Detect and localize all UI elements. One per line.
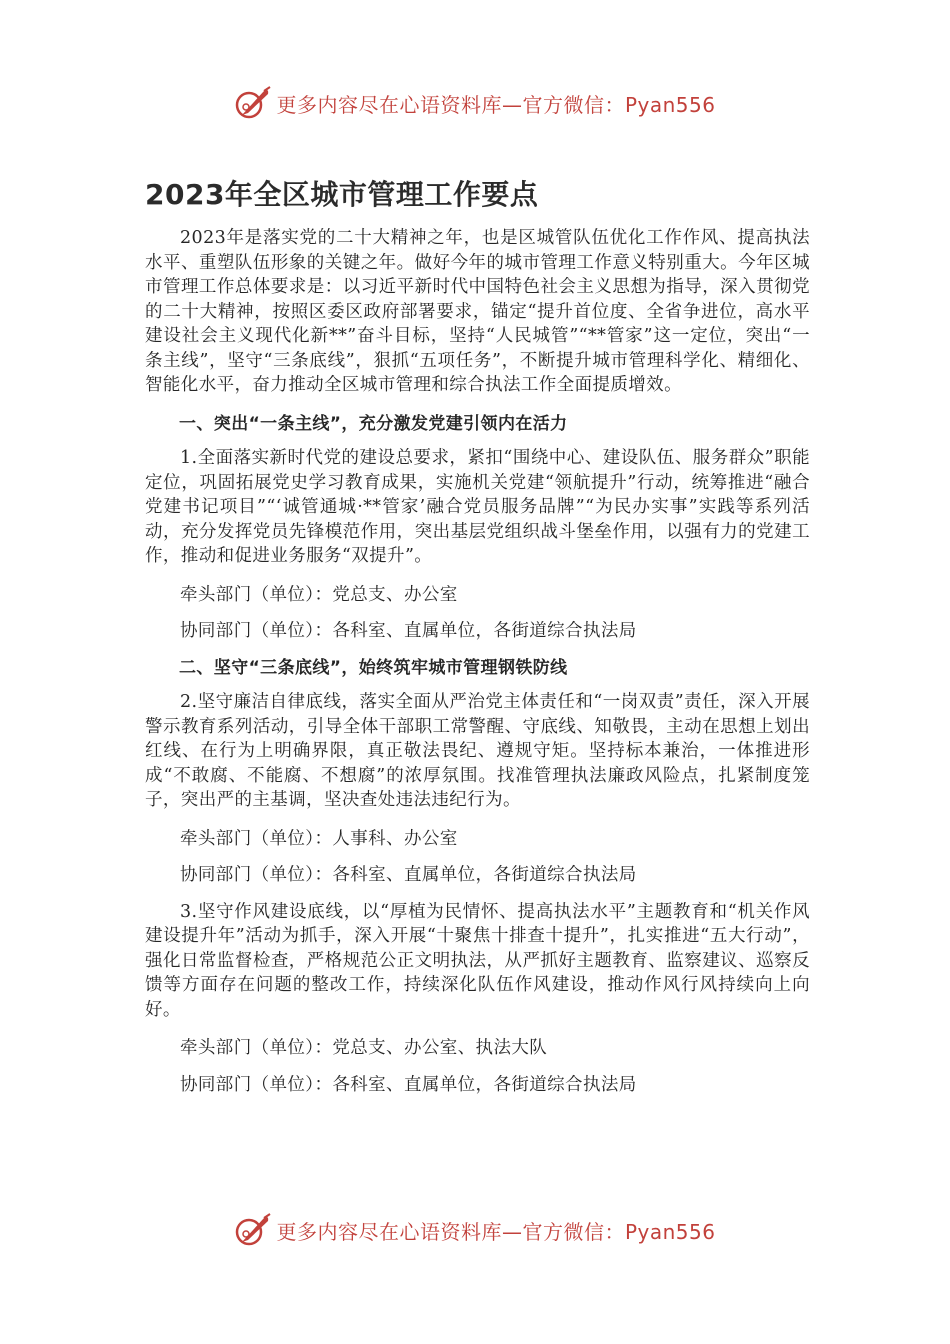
item-2-paragraph: 2.坚守廉洁自律底线，落实全面从严治党主体责任和“一岗双责”责任，深入开展警示教育系列活动，引导全体干部职工常警醒、守底线、知敬畏，主动在思想上划出红线、在行为上明确界限，真正敬法畏纪、遵规守矩。坚持标本兼治，一体推进形成“不敢腐、不能腐、不想腐”的浓厚氛围。找准管理执法廉政风险点，扎紧制度笼子，突出严的主基调，坚决查处违法违纪行为。 <box>145 692 810 810</box>
item-1-lead-dept: 牵头部门（单位）：党总支、办公室 <box>180 584 458 605</box>
item-3-lead-dept: 牵头部门（单位）：党总支、办公室、执法大队 <box>180 1038 548 1058</box>
section-1-heading: 一、突出“一条主线”，充分激发党建引领内在活力 <box>179 413 568 434</box>
section-2-heading: 二、坚守“三条底线”，始终筑牢城市管理钢铁防线 <box>179 657 568 678</box>
quill-pen-logo-icon <box>234 1212 272 1248</box>
banner-text: 更多内容尽在心语资料库—官方微信：Pyan556 <box>276 92 716 117</box>
header-banner <box>0 83 950 123</box>
document-body <box>145 168 810 1109</box>
item-1-paragraph: 1.全面落实新时代党的建设总要求，紧扣“围绕中心、建设队伍、服务群众”职能定位，巩固拓展党史学习教育成果，实施机关党建“领航提升”行动，统筹推进“融合党建书记项目”“‘诚管通城·**管家’融合党员服务品牌”“为民办实事”实践等系列活动，充分发挥党员先锋模范作用，突出基层党组织战斗堡垒作用，以强有力的党建工作，推动和促进业务服务“双提升”。 <box>145 448 810 566</box>
item-2-assist-dept: 协同部门（单位）：各科室、直属单位，各街道综合执法局 <box>180 865 637 885</box>
item-1-assist-dept: 协同部门（单位）：各科室、直属单位，各街道综合执法局 <box>180 621 637 641</box>
item-2-lead-dept: 牵头部门（单位）：人事科、办公室 <box>180 828 458 849</box>
document-title: 2023年全区城市管理工作要点 <box>145 178 539 211</box>
banner-text: 更多内容尽在心语资料库—官方微信：Pyan556 <box>276 1219 716 1244</box>
footer-banner <box>0 1210 950 1250</box>
quill-pen-logo-icon <box>234 85 272 121</box>
item-3-paragraph: 3.坚守作风建设底线，以“厚植为民情怀、提高执法水平”主题教育和“机关作风建设提升年”活动为抓手，深入开展“十聚焦十排查十提升”，扎实推进“五大行动”，强化日常监督检查，严格规范公正文明执法，从严抓好主题教育、监察建议、巡察反馈等方面存在问题的整改工作，持续深化队伍作风建设，推动作风行风持续向上向好。 <box>145 901 810 1020</box>
item-3-assist-dept: 协同部门（单位）：各科室、直属单位，各街道综合执法局 <box>180 1074 637 1095</box>
intro-paragraph: 2023年是落实党的二十大精神之年，也是区城管队伍优化工作作风、提高执法水平、重塑队伍形象的关键之年。做好今年的城市管理工作意义特别重大。今年区城市管理工作总体要求是：以习近平新时代中国特色社会主义思想为指导，深入贯彻党的二十大精神，按照区委区政府部署要求，锚定“提升首位度、全省争进位，高水平建设社会主义现代化新**”奋斗目标，坚持“人民城管”“**管家”这一定位，突出“一条主线”，坚守“三条底线”，狠抓“五项任务”，不断提升城市管理科学化、精细化、智能化水平，奋力推动全区城市管理和综合执法工作全面提质增效。 <box>145 228 810 395</box>
